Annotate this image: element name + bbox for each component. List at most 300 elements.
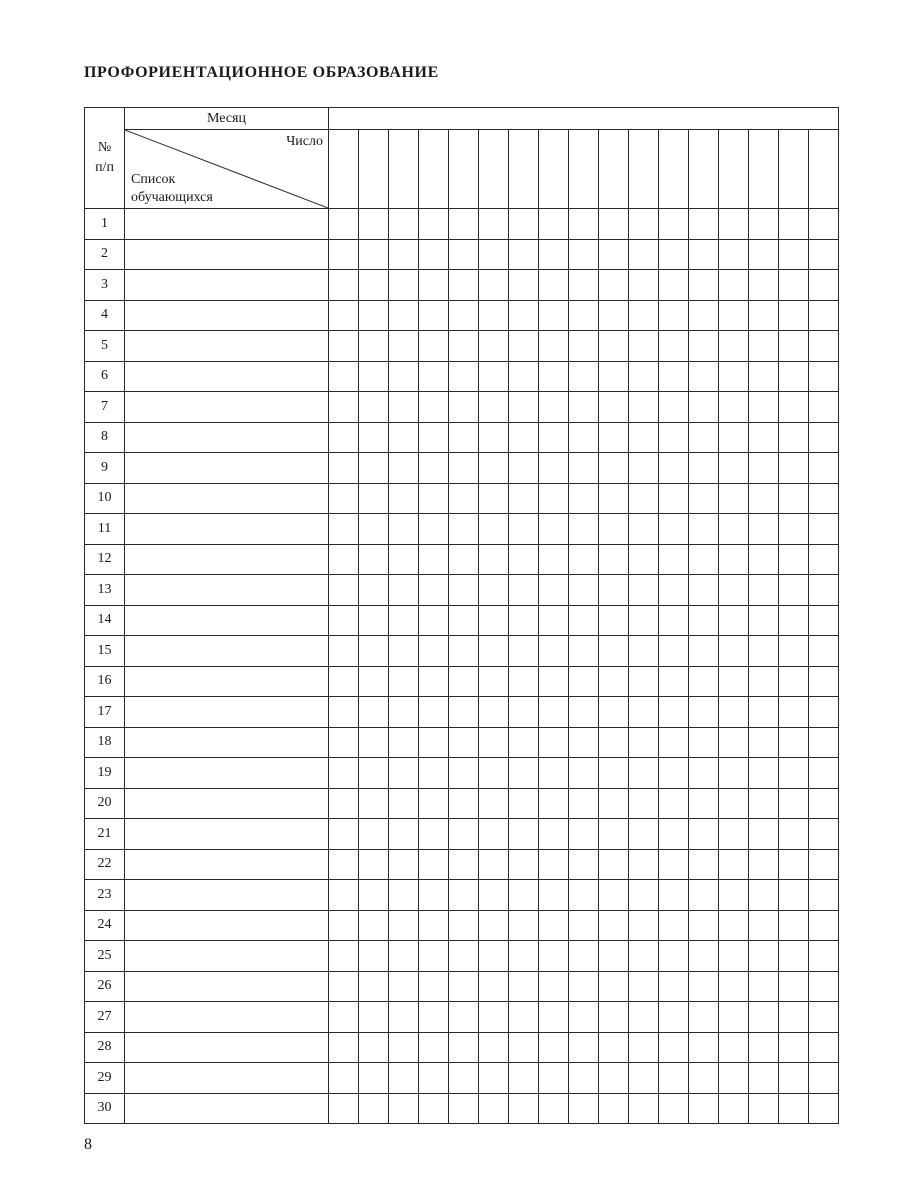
- attendance-cell[interactable]: [509, 636, 539, 667]
- attendance-cell[interactable]: [719, 483, 749, 514]
- attendance-cell[interactable]: [389, 1093, 419, 1124]
- attendance-cell[interactable]: [539, 483, 569, 514]
- attendance-cell[interactable]: [389, 605, 419, 636]
- attendance-cell[interactable]: [689, 697, 719, 728]
- attendance-cell[interactable]: [389, 910, 419, 941]
- attendance-cell[interactable]: [629, 483, 659, 514]
- attendance-cell[interactable]: [329, 239, 359, 270]
- attendance-cell[interactable]: [419, 300, 449, 331]
- attendance-cell[interactable]: [329, 1063, 359, 1094]
- attendance-cell[interactable]: [689, 636, 719, 667]
- attendance-cell[interactable]: [569, 666, 599, 697]
- attendance-cell[interactable]: [779, 1093, 809, 1124]
- student-name-cell[interactable]: [125, 666, 329, 697]
- attendance-cell[interactable]: [689, 544, 719, 575]
- attendance-cell[interactable]: [749, 300, 779, 331]
- attendance-cell[interactable]: [629, 575, 659, 606]
- attendance-cell[interactable]: [749, 1063, 779, 1094]
- attendance-cell[interactable]: [359, 1063, 389, 1094]
- attendance-cell[interactable]: [629, 788, 659, 819]
- attendance-cell[interactable]: [479, 392, 509, 423]
- attendance-cell[interactable]: [779, 819, 809, 850]
- attendance-cell[interactable]: [329, 422, 359, 453]
- attendance-cell[interactable]: [449, 697, 479, 728]
- attendance-cell[interactable]: [779, 300, 809, 331]
- attendance-cell[interactable]: [359, 270, 389, 301]
- attendance-cell[interactable]: [569, 605, 599, 636]
- attendance-cell[interactable]: [659, 819, 689, 850]
- attendance-cell[interactable]: [539, 1093, 569, 1124]
- student-name-cell[interactable]: [125, 758, 329, 789]
- day-date-cell[interactable]: [779, 130, 809, 209]
- attendance-cell[interactable]: [809, 666, 839, 697]
- attendance-cell[interactable]: [329, 1032, 359, 1063]
- attendance-cell[interactable]: [689, 758, 719, 789]
- attendance-cell[interactable]: [419, 788, 449, 819]
- attendance-cell[interactable]: [719, 880, 749, 911]
- attendance-cell[interactable]: [779, 697, 809, 728]
- attendance-cell[interactable]: [449, 422, 479, 453]
- attendance-cell[interactable]: [689, 422, 719, 453]
- attendance-cell[interactable]: [749, 544, 779, 575]
- attendance-cell[interactable]: [569, 880, 599, 911]
- attendance-cell[interactable]: [509, 575, 539, 606]
- attendance-cell[interactable]: [329, 514, 359, 545]
- attendance-cell[interactable]: [509, 605, 539, 636]
- attendance-cell[interactable]: [629, 605, 659, 636]
- attendance-cell[interactable]: [449, 880, 479, 911]
- attendance-cell[interactable]: [359, 209, 389, 240]
- attendance-cell[interactable]: [539, 575, 569, 606]
- attendance-cell[interactable]: [689, 483, 719, 514]
- attendance-cell[interactable]: [779, 270, 809, 301]
- attendance-cell[interactable]: [569, 392, 599, 423]
- attendance-cell[interactable]: [419, 239, 449, 270]
- attendance-cell[interactable]: [539, 605, 569, 636]
- attendance-cell[interactable]: [479, 819, 509, 850]
- attendance-cell[interactable]: [449, 727, 479, 758]
- attendance-cell[interactable]: [719, 209, 749, 240]
- attendance-cell[interactable]: [419, 819, 449, 850]
- attendance-cell[interactable]: [569, 788, 599, 819]
- attendance-cell[interactable]: [689, 727, 719, 758]
- attendance-cell[interactable]: [329, 819, 359, 850]
- attendance-cell[interactable]: [509, 788, 539, 819]
- attendance-cell[interactable]: [509, 422, 539, 453]
- attendance-cell[interactable]: [419, 605, 449, 636]
- attendance-cell[interactable]: [419, 575, 449, 606]
- attendance-cell[interactable]: [509, 331, 539, 362]
- attendance-cell[interactable]: [539, 514, 569, 545]
- attendance-cell[interactable]: [659, 514, 689, 545]
- attendance-cell[interactable]: [659, 392, 689, 423]
- attendance-cell[interactable]: [509, 483, 539, 514]
- attendance-cell[interactable]: [779, 575, 809, 606]
- attendance-cell[interactable]: [449, 361, 479, 392]
- attendance-cell[interactable]: [449, 209, 479, 240]
- attendance-cell[interactable]: [659, 758, 689, 789]
- attendance-cell[interactable]: [509, 849, 539, 880]
- attendance-cell[interactable]: [749, 758, 779, 789]
- attendance-cell[interactable]: [539, 453, 569, 484]
- attendance-cell[interactable]: [599, 1063, 629, 1094]
- attendance-cell[interactable]: [419, 270, 449, 301]
- student-name-cell[interactable]: [125, 392, 329, 423]
- attendance-cell[interactable]: [629, 544, 659, 575]
- attendance-cell[interactable]: [749, 971, 779, 1002]
- attendance-cell[interactable]: [749, 1002, 779, 1033]
- attendance-cell[interactable]: [329, 300, 359, 331]
- attendance-cell[interactable]: [599, 788, 629, 819]
- day-date-cell[interactable]: [719, 130, 749, 209]
- attendance-cell[interactable]: [389, 422, 419, 453]
- attendance-cell[interactable]: [809, 605, 839, 636]
- attendance-cell[interactable]: [359, 544, 389, 575]
- attendance-cell[interactable]: [569, 971, 599, 1002]
- attendance-cell[interactable]: [359, 483, 389, 514]
- attendance-cell[interactable]: [449, 910, 479, 941]
- student-name-cell[interactable]: [125, 1093, 329, 1124]
- attendance-cell[interactable]: [629, 819, 659, 850]
- attendance-cell[interactable]: [479, 270, 509, 301]
- attendance-cell[interactable]: [659, 1032, 689, 1063]
- attendance-cell[interactable]: [809, 453, 839, 484]
- attendance-cell[interactable]: [599, 575, 629, 606]
- attendance-cell[interactable]: [449, 239, 479, 270]
- attendance-cell[interactable]: [719, 819, 749, 850]
- attendance-cell[interactable]: [539, 849, 569, 880]
- attendance-cell[interactable]: [359, 300, 389, 331]
- attendance-cell[interactable]: [749, 727, 779, 758]
- attendance-cell[interactable]: [509, 758, 539, 789]
- attendance-cell[interactable]: [629, 971, 659, 1002]
- attendance-cell[interactable]: [809, 971, 839, 1002]
- attendance-cell[interactable]: [449, 392, 479, 423]
- attendance-cell[interactable]: [719, 941, 749, 972]
- attendance-cell[interactable]: [569, 1093, 599, 1124]
- attendance-cell[interactable]: [599, 1032, 629, 1063]
- attendance-cell[interactable]: [509, 697, 539, 728]
- attendance-cell[interactable]: [539, 361, 569, 392]
- attendance-cell[interactable]: [419, 880, 449, 911]
- attendance-cell[interactable]: [659, 575, 689, 606]
- day-date-cell[interactable]: [749, 130, 779, 209]
- attendance-cell[interactable]: [779, 361, 809, 392]
- attendance-cell[interactable]: [329, 605, 359, 636]
- attendance-cell[interactable]: [479, 758, 509, 789]
- attendance-cell[interactable]: [449, 514, 479, 545]
- attendance-cell[interactable]: [809, 1093, 839, 1124]
- attendance-cell[interactable]: [629, 453, 659, 484]
- attendance-cell[interactable]: [689, 849, 719, 880]
- attendance-cell[interactable]: [359, 727, 389, 758]
- attendance-cell[interactable]: [329, 941, 359, 972]
- attendance-cell[interactable]: [599, 910, 629, 941]
- attendance-cell[interactable]: [629, 361, 659, 392]
- attendance-cell[interactable]: [449, 1002, 479, 1033]
- attendance-cell[interactable]: [689, 666, 719, 697]
- attendance-cell[interactable]: [779, 209, 809, 240]
- attendance-cell[interactable]: [359, 575, 389, 606]
- attendance-cell[interactable]: [779, 1002, 809, 1033]
- attendance-cell[interactable]: [539, 300, 569, 331]
- attendance-cell[interactable]: [359, 1002, 389, 1033]
- attendance-cell[interactable]: [599, 697, 629, 728]
- student-name-cell[interactable]: [125, 331, 329, 362]
- attendance-cell[interactable]: [449, 1093, 479, 1124]
- attendance-cell[interactable]: [509, 392, 539, 423]
- attendance-cell[interactable]: [809, 483, 839, 514]
- attendance-cell[interactable]: [599, 270, 629, 301]
- attendance-cell[interactable]: [659, 361, 689, 392]
- attendance-cell[interactable]: [479, 209, 509, 240]
- attendance-cell[interactable]: [539, 941, 569, 972]
- attendance-cell[interactable]: [599, 514, 629, 545]
- attendance-cell[interactable]: [389, 880, 419, 911]
- attendance-cell[interactable]: [629, 270, 659, 301]
- attendance-cell[interactable]: [329, 544, 359, 575]
- attendance-cell[interactable]: [389, 727, 419, 758]
- attendance-cell[interactable]: [359, 971, 389, 1002]
- student-name-cell[interactable]: [125, 910, 329, 941]
- attendance-cell[interactable]: [719, 849, 749, 880]
- attendance-cell[interactable]: [569, 514, 599, 545]
- attendance-cell[interactable]: [779, 392, 809, 423]
- attendance-cell[interactable]: [329, 727, 359, 758]
- attendance-cell[interactable]: [689, 270, 719, 301]
- day-date-cell[interactable]: [389, 130, 419, 209]
- attendance-cell[interactable]: [779, 239, 809, 270]
- attendance-cell[interactable]: [419, 941, 449, 972]
- attendance-cell[interactable]: [449, 300, 479, 331]
- attendance-cell[interactable]: [479, 1063, 509, 1094]
- attendance-cell[interactable]: [419, 453, 449, 484]
- attendance-cell[interactable]: [719, 453, 749, 484]
- attendance-cell[interactable]: [749, 392, 779, 423]
- student-name-cell[interactable]: [125, 453, 329, 484]
- attendance-cell[interactable]: [659, 910, 689, 941]
- attendance-cell[interactable]: [419, 361, 449, 392]
- attendance-cell[interactable]: [539, 392, 569, 423]
- attendance-cell[interactable]: [689, 819, 719, 850]
- attendance-cell[interactable]: [629, 758, 659, 789]
- attendance-cell[interactable]: [779, 514, 809, 545]
- attendance-cell[interactable]: [329, 483, 359, 514]
- attendance-cell[interactable]: [419, 422, 449, 453]
- student-name-cell[interactable]: [125, 209, 329, 240]
- attendance-cell[interactable]: [509, 941, 539, 972]
- attendance-cell[interactable]: [329, 209, 359, 240]
- attendance-cell[interactable]: [329, 1002, 359, 1033]
- attendance-cell[interactable]: [749, 880, 779, 911]
- attendance-cell[interactable]: [359, 1032, 389, 1063]
- attendance-cell[interactable]: [509, 1063, 539, 1094]
- student-name-cell[interactable]: [125, 270, 329, 301]
- day-date-cell[interactable]: [659, 130, 689, 209]
- attendance-cell[interactable]: [389, 941, 419, 972]
- attendance-cell[interactable]: [389, 514, 419, 545]
- attendance-cell[interactable]: [539, 788, 569, 819]
- attendance-cell[interactable]: [599, 361, 629, 392]
- attendance-cell[interactable]: [779, 788, 809, 819]
- attendance-cell[interactable]: [809, 941, 839, 972]
- attendance-cell[interactable]: [419, 1093, 449, 1124]
- attendance-cell[interactable]: [449, 758, 479, 789]
- attendance-cell[interactable]: [569, 819, 599, 850]
- attendance-cell[interactable]: [389, 453, 419, 484]
- attendance-cell[interactable]: [749, 849, 779, 880]
- attendance-cell[interactable]: [389, 575, 419, 606]
- attendance-cell[interactable]: [329, 880, 359, 911]
- attendance-cell[interactable]: [629, 239, 659, 270]
- attendance-cell[interactable]: [749, 453, 779, 484]
- attendance-cell[interactable]: [449, 575, 479, 606]
- attendance-cell[interactable]: [569, 544, 599, 575]
- student-name-cell[interactable]: [125, 880, 329, 911]
- attendance-cell[interactable]: [449, 1063, 479, 1094]
- attendance-cell[interactable]: [599, 1002, 629, 1033]
- attendance-cell[interactable]: [509, 1002, 539, 1033]
- attendance-cell[interactable]: [569, 910, 599, 941]
- student-name-cell[interactable]: [125, 727, 329, 758]
- attendance-cell[interactable]: [509, 727, 539, 758]
- attendance-cell[interactable]: [389, 971, 419, 1002]
- student-name-cell[interactable]: [125, 605, 329, 636]
- student-name-cell[interactable]: [125, 544, 329, 575]
- day-date-cell[interactable]: [569, 130, 599, 209]
- attendance-cell[interactable]: [689, 910, 719, 941]
- attendance-cell[interactable]: [449, 270, 479, 301]
- attendance-cell[interactable]: [659, 544, 689, 575]
- attendance-cell[interactable]: [779, 880, 809, 911]
- attendance-cell[interactable]: [569, 239, 599, 270]
- attendance-cell[interactable]: [479, 910, 509, 941]
- attendance-cell[interactable]: [419, 331, 449, 362]
- attendance-cell[interactable]: [569, 1063, 599, 1094]
- student-name-cell[interactable]: [125, 300, 329, 331]
- attendance-cell[interactable]: [329, 697, 359, 728]
- attendance-cell[interactable]: [479, 483, 509, 514]
- attendance-cell[interactable]: [479, 880, 509, 911]
- attendance-cell[interactable]: [329, 758, 359, 789]
- student-name-cell[interactable]: [125, 483, 329, 514]
- student-name-cell[interactable]: [125, 1032, 329, 1063]
- attendance-cell[interactable]: [599, 544, 629, 575]
- attendance-cell[interactable]: [629, 727, 659, 758]
- attendance-cell[interactable]: [419, 727, 449, 758]
- attendance-cell[interactable]: [689, 453, 719, 484]
- attendance-cell[interactable]: [389, 819, 419, 850]
- attendance-cell[interactable]: [749, 636, 779, 667]
- attendance-cell[interactable]: [599, 819, 629, 850]
- attendance-cell[interactable]: [629, 1063, 659, 1094]
- attendance-cell[interactable]: [389, 1002, 419, 1033]
- attendance-cell[interactable]: [359, 758, 389, 789]
- attendance-cell[interactable]: [629, 636, 659, 667]
- attendance-cell[interactable]: [419, 697, 449, 728]
- attendance-cell[interactable]: [719, 727, 749, 758]
- attendance-cell[interactable]: [569, 300, 599, 331]
- attendance-cell[interactable]: [539, 971, 569, 1002]
- attendance-cell[interactable]: [539, 666, 569, 697]
- attendance-cell[interactable]: [389, 1032, 419, 1063]
- attendance-cell[interactable]: [509, 514, 539, 545]
- attendance-cell[interactable]: [749, 1032, 779, 1063]
- attendance-cell[interactable]: [539, 270, 569, 301]
- attendance-cell[interactable]: [719, 331, 749, 362]
- attendance-cell[interactable]: [509, 300, 539, 331]
- student-name-cell[interactable]: [125, 788, 329, 819]
- attendance-cell[interactable]: [329, 666, 359, 697]
- attendance-cell[interactable]: [509, 1032, 539, 1063]
- attendance-cell[interactable]: [419, 971, 449, 1002]
- attendance-cell[interactable]: [749, 483, 779, 514]
- attendance-cell[interactable]: [809, 1032, 839, 1063]
- attendance-cell[interactable]: [719, 239, 749, 270]
- attendance-cell[interactable]: [809, 331, 839, 362]
- attendance-cell[interactable]: [479, 605, 509, 636]
- attendance-cell[interactable]: [479, 1032, 509, 1063]
- attendance-cell[interactable]: [419, 209, 449, 240]
- attendance-cell[interactable]: [479, 697, 509, 728]
- attendance-cell[interactable]: [359, 788, 389, 819]
- attendance-cell[interactable]: [809, 422, 839, 453]
- attendance-cell[interactable]: [599, 971, 629, 1002]
- attendance-cell[interactable]: [629, 392, 659, 423]
- attendance-cell[interactable]: [809, 880, 839, 911]
- attendance-cell[interactable]: [479, 422, 509, 453]
- attendance-cell[interactable]: [689, 575, 719, 606]
- student-name-cell[interactable]: [125, 422, 329, 453]
- attendance-cell[interactable]: [659, 666, 689, 697]
- attendance-cell[interactable]: [719, 1002, 749, 1033]
- attendance-cell[interactable]: [599, 636, 629, 667]
- attendance-cell[interactable]: [809, 910, 839, 941]
- student-name-cell[interactable]: [125, 697, 329, 728]
- attendance-cell[interactable]: [359, 331, 389, 362]
- attendance-cell[interactable]: [809, 819, 839, 850]
- attendance-cell[interactable]: [359, 910, 389, 941]
- attendance-cell[interactable]: [479, 727, 509, 758]
- attendance-cell[interactable]: [569, 209, 599, 240]
- attendance-cell[interactable]: [719, 270, 749, 301]
- attendance-cell[interactable]: [329, 361, 359, 392]
- attendance-cell[interactable]: [599, 849, 629, 880]
- attendance-cell[interactable]: [539, 819, 569, 850]
- attendance-cell[interactable]: [659, 300, 689, 331]
- attendance-cell[interactable]: [479, 636, 509, 667]
- attendance-cell[interactable]: [419, 666, 449, 697]
- attendance-cell[interactable]: [419, 1063, 449, 1094]
- attendance-cell[interactable]: [629, 910, 659, 941]
- attendance-cell[interactable]: [719, 575, 749, 606]
- attendance-cell[interactable]: [389, 849, 419, 880]
- attendance-cell[interactable]: [749, 788, 779, 819]
- attendance-cell[interactable]: [419, 392, 449, 423]
- attendance-cell[interactable]: [719, 697, 749, 728]
- attendance-cell[interactable]: [539, 758, 569, 789]
- attendance-cell[interactable]: [719, 1063, 749, 1094]
- student-name-cell[interactable]: [125, 971, 329, 1002]
- attendance-cell[interactable]: [659, 483, 689, 514]
- attendance-cell[interactable]: [779, 758, 809, 789]
- attendance-cell[interactable]: [329, 575, 359, 606]
- attendance-cell[interactable]: [509, 666, 539, 697]
- attendance-cell[interactable]: [779, 422, 809, 453]
- attendance-cell[interactable]: [749, 514, 779, 545]
- attendance-cell[interactable]: [809, 270, 839, 301]
- attendance-cell[interactable]: [809, 758, 839, 789]
